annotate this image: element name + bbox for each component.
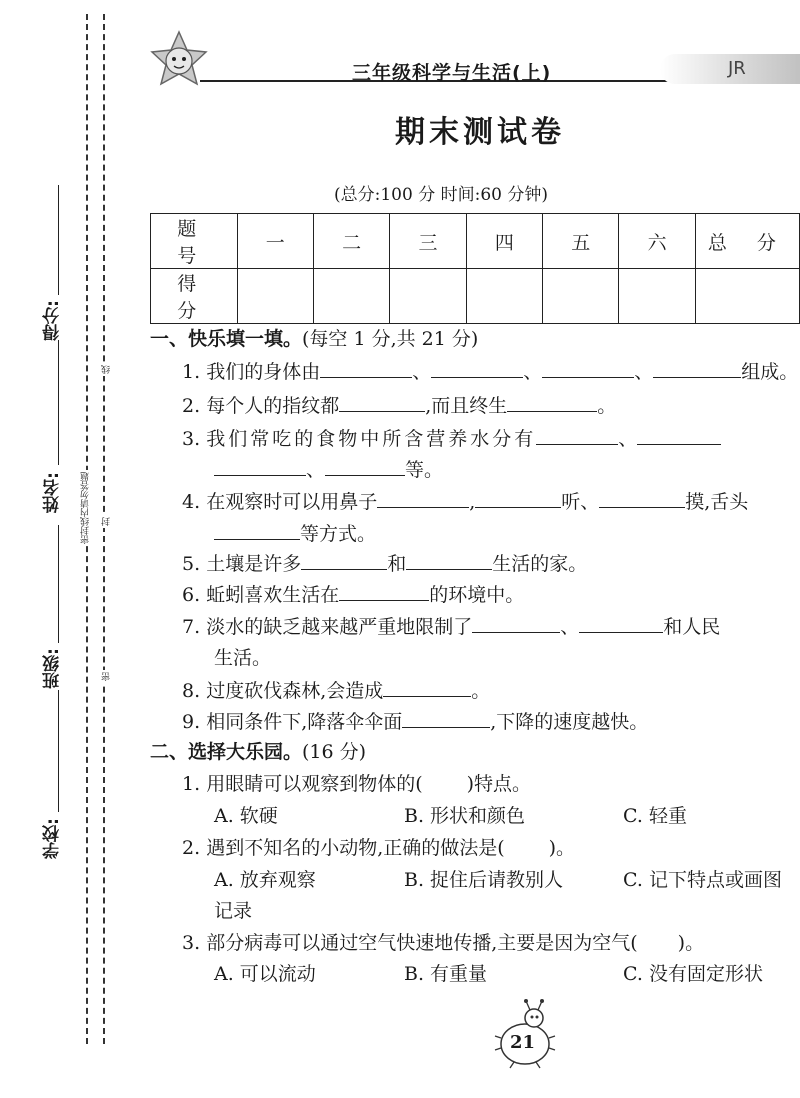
section1-heading xyxy=(150,326,478,352)
question-text: 、 xyxy=(412,361,432,383)
score-table-header-cell: 四 xyxy=(466,214,542,269)
s1-question-3-cont xyxy=(214,455,443,483)
s1-question-3 xyxy=(182,424,721,452)
question-text: 、 xyxy=(618,428,638,450)
score-label: 得分: xyxy=(43,300,63,341)
question-text: 和 xyxy=(387,553,407,575)
question-text: , xyxy=(469,491,476,513)
answer-blank[interactable] xyxy=(579,612,663,633)
score-table-header-row xyxy=(151,214,800,269)
question-text: 部分病毒可以通过空气快速地传播,主要是因为空气( xyxy=(206,932,638,954)
exam-meta: (总分:100 分 时间:60 分钟) xyxy=(334,185,549,205)
s1-question-7 xyxy=(182,612,720,640)
answer-blank[interactable] xyxy=(653,357,741,378)
question-text: 我们常吃的食物中所含营养水分有 xyxy=(206,428,537,450)
s2-question-3 xyxy=(182,930,704,956)
question-number: 2. xyxy=(182,837,201,859)
question-text: 我们的身体由 xyxy=(206,361,321,383)
s2-question-1 xyxy=(182,771,531,797)
score-table xyxy=(150,213,800,324)
s2-question-2 xyxy=(182,835,575,861)
answer-blank[interactable] xyxy=(325,455,405,476)
score-table-header-cell: 一 xyxy=(237,214,313,269)
section1-note: (每空 1 分,共 21 分) xyxy=(302,328,479,350)
score-table-header-cell: 二 xyxy=(313,214,389,269)
answer-blank[interactable] xyxy=(472,612,560,633)
option-a[interactable]: A. 可以流动 xyxy=(214,963,316,985)
option-c[interactable]: C. 没有固定形状 xyxy=(623,963,763,985)
answer-blank[interactable] xyxy=(406,549,492,570)
question-number: 1. xyxy=(182,773,201,795)
exam-title: 期末测试卷 xyxy=(395,115,565,150)
question-number: 3. xyxy=(182,932,201,954)
question-text: 。 xyxy=(471,680,491,702)
question-text: 等方式。 xyxy=(300,523,377,545)
option-a[interactable]: A. 放弃观察 xyxy=(214,869,316,891)
answer-blank[interactable] xyxy=(320,357,412,378)
question-number: 8. xyxy=(182,680,201,702)
answer-blank[interactable] xyxy=(637,424,721,445)
question-text: 生活的家。 xyxy=(492,553,588,575)
score-cell[interactable] xyxy=(543,269,619,324)
option-a[interactable]: A. 软硬 xyxy=(214,805,278,827)
score-table-header-cell: 题 号 xyxy=(151,214,238,269)
question-text: 摸,舌头 xyxy=(685,491,749,513)
score-table-row-label: 得 分 xyxy=(151,269,238,324)
question-text: 用眼睛可以观察到物体的( xyxy=(206,773,423,795)
score-table-header-cell: 六 xyxy=(619,214,695,269)
option-c-continued: 记录 xyxy=(214,900,253,922)
seal-char-mi: 密 xyxy=(102,672,112,681)
answer-blank[interactable] xyxy=(475,487,561,508)
question-text: 相同条件下,降落伞伞面 xyxy=(206,711,403,733)
s1-question-7-cont xyxy=(214,645,271,671)
score-table-header-cell: 三 xyxy=(390,214,466,269)
binding-dash-line-2 xyxy=(103,14,105,1044)
s1-question-6 xyxy=(182,580,524,608)
question-number: 3. xyxy=(182,428,201,450)
answer-blank[interactable] xyxy=(214,455,306,476)
question-text: 每个人的指纹都 xyxy=(206,395,340,417)
section2-heading xyxy=(150,739,366,765)
question-text: ,下降的速度越快。 xyxy=(490,711,649,733)
question-number: 6. xyxy=(182,584,201,606)
question-text: )特点。 xyxy=(466,773,532,795)
question-number: 5. xyxy=(182,553,201,575)
question-text: 的环境中。 xyxy=(429,584,525,606)
question-text: 土壤是许多 xyxy=(206,553,302,575)
answer-blank[interactable] xyxy=(599,487,685,508)
name-label: 姓名: xyxy=(43,472,63,513)
score-cell[interactable] xyxy=(390,269,466,324)
edition-label: JR xyxy=(728,58,746,79)
answer-blank[interactable] xyxy=(431,357,523,378)
section2-note: (16 分) xyxy=(302,741,367,763)
question-text: 等。 xyxy=(405,459,444,481)
section1-title: 一、快乐填一填。 xyxy=(150,328,303,350)
book-title: 三年级科学与生活(上) xyxy=(352,62,552,84)
s1-question-8 xyxy=(182,676,490,704)
score-cell[interactable] xyxy=(619,269,695,324)
seal-char-xian: 线 xyxy=(102,365,112,374)
s1-question-1 xyxy=(182,357,798,385)
option-b[interactable]: B. 有重量 xyxy=(404,963,488,985)
question-text: 、 xyxy=(306,459,326,481)
score-cell[interactable] xyxy=(313,269,389,324)
class-field-line xyxy=(58,525,59,643)
question-text: 淡水的缺乏越来越严重地限制了 xyxy=(206,616,473,638)
answer-blank[interactable] xyxy=(339,391,425,412)
answer-blank[interactable] xyxy=(536,424,618,445)
seal-char-feng: 封 xyxy=(102,517,112,526)
question-number: 2. xyxy=(182,395,201,417)
score-table-header-cell: 五 xyxy=(543,214,619,269)
s1-question-4-cont xyxy=(214,519,376,547)
question-text: 、 xyxy=(523,361,543,383)
answer-blank[interactable] xyxy=(542,357,634,378)
question-text: )。 xyxy=(677,932,705,954)
s1-question-2 xyxy=(182,391,616,419)
score-table-score-row xyxy=(151,269,800,324)
question-number: 7. xyxy=(182,616,201,638)
answer-blank[interactable] xyxy=(339,580,429,601)
seal-line-note: 密封线内请勿答题 xyxy=(81,472,91,544)
question-number: 9. xyxy=(182,711,201,733)
school-field-line xyxy=(58,690,59,812)
question-number: 4. xyxy=(182,491,201,513)
score-cell[interactable] xyxy=(237,269,313,324)
option-b[interactable]: B. 形状和颜色 xyxy=(404,805,526,827)
answer-blank[interactable] xyxy=(383,676,471,697)
score-field-line xyxy=(58,185,59,295)
page-number: 21 xyxy=(510,1032,536,1053)
answer-blank[interactable] xyxy=(377,487,469,508)
section2-title: 二、选择大乐园。 xyxy=(150,741,303,763)
s1-question-9 xyxy=(182,707,648,735)
question-text: 遇到不知名的小动物,正确的做法是( xyxy=(206,837,505,859)
question-text: 听、 xyxy=(561,491,600,513)
question-text: 蚯蚓喜欢生活在 xyxy=(206,584,340,606)
question-text: 、 xyxy=(634,361,654,383)
question-text: 过度砍伐森林,会造成 xyxy=(206,680,384,702)
answer-blank[interactable] xyxy=(214,519,300,540)
question-text: 生活。 xyxy=(214,647,272,669)
answer-blank[interactable] xyxy=(402,707,490,728)
question-number: 1. xyxy=(182,361,201,383)
question-text: ,而且终生 xyxy=(425,395,508,417)
answer-blank[interactable] xyxy=(301,549,387,570)
question-text: 和人民 xyxy=(663,616,721,638)
s1-question-5 xyxy=(182,549,587,577)
name-field-line xyxy=(58,340,59,465)
score-cell[interactable] xyxy=(695,269,799,324)
answer-blank[interactable] xyxy=(507,391,597,412)
question-text: 在观察时可以用鼻子 xyxy=(206,491,378,513)
question-text: 。 xyxy=(597,395,617,417)
option-b[interactable]: B. 捉住后请教别人 xyxy=(404,869,564,891)
option-c[interactable]: C. 轻重 xyxy=(623,805,687,827)
option-c[interactable]: C. 记下特点或画图 xyxy=(623,869,782,891)
question-text: )。 xyxy=(548,837,576,859)
class-label: 班级: xyxy=(43,648,63,689)
question-text: 、 xyxy=(560,616,580,638)
s1-question-4 xyxy=(182,487,748,515)
score-cell[interactable] xyxy=(466,269,542,324)
star-mascot-logo xyxy=(148,28,210,94)
score-table-header-cell: 总 分 xyxy=(695,214,799,269)
edition-tag xyxy=(660,54,800,84)
question-text: 组成。 xyxy=(741,361,799,383)
school-label: 学校: xyxy=(43,818,63,859)
